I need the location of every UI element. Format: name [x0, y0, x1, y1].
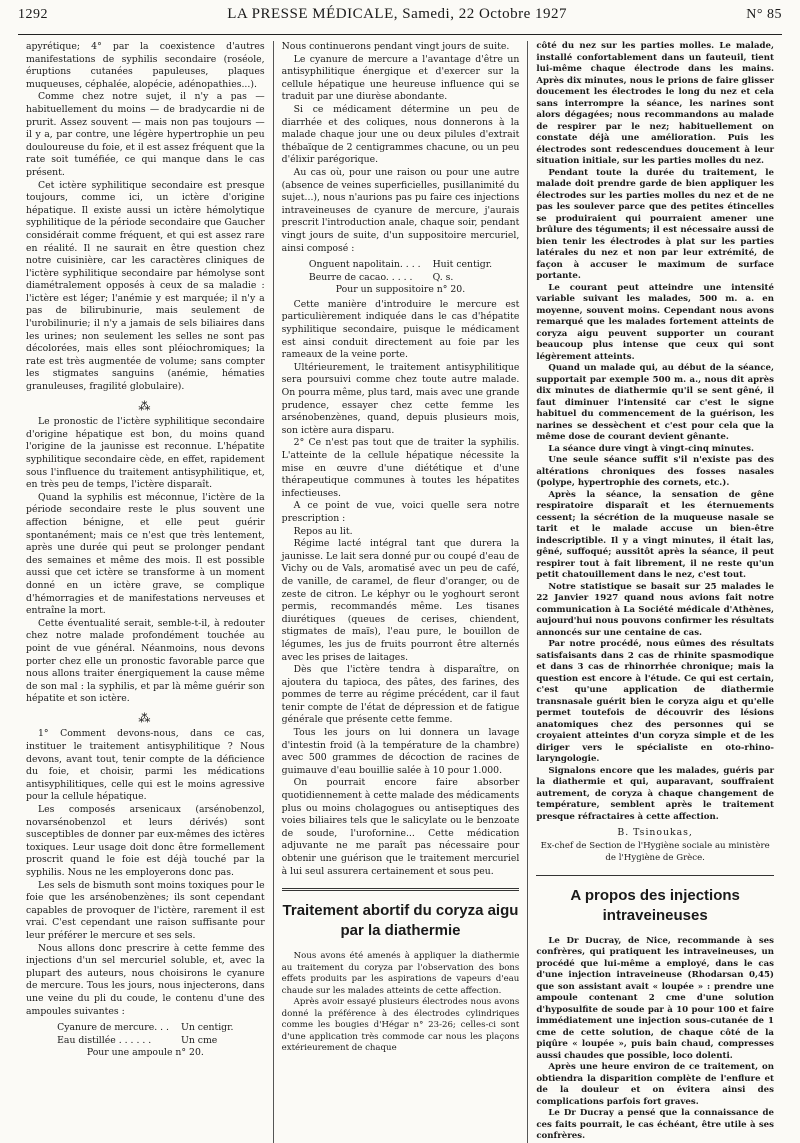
recipe-total: Pour un suppositoire n° 20.	[335, 284, 466, 296]
paragraph: Le courant peut atteindre une intensité variable suivant les malades, 500 m. a. en moyenne, souvent moins. Cependant nous avons remarqué que les malades fortement atteints de coryza aigu peuvent supporter un courant beaucoup plus intense que ceux qui sont légèrement atteints.	[536, 282, 774, 362]
recipe-ingredient: Cyanure de mercure. . .	[57, 1022, 169, 1034]
paragraph: Après avoir essayé plusieurs électrodes nous avons donné la préférence à des électrodes cylindriques comme les bougies d'Hégar n° 23-26; celles-ci sont d'une application très commode car nous les plaçons extérieurement de chaque	[281, 997, 520, 1054]
section-separator: ⁂	[138, 710, 153, 725]
paragraph: Le Dr Ducray, de Nice, recommande à ses confrères, qui pratiquent les intraveineuses, un procédé que lui-même a employé, dans le cas d'une injection intraveineuse (Rhodarsan 0,45) que son assistant avait « loupée » : prendre une ampoule contenant 2 cme d'une solution d'hyposulfite de soude par à 10 pour 100 et faire immédiatement une injection sous-cutanée de 1 cme de cette solution, de chaque côté de la piqûre « loupée », puis bain chaud, compresses aussi chaudes que possible, loco dolenti.	[536, 935, 774, 1061]
paragraph: Pendant toute la durée du traitement, le malade doit prendre garde de bien appliquer les électrodes sur les parties molles du nez et de ne pas les soulever parce que des petites étincelles se produiraient qui pourraient amener une brûlure des téguments; il est nécessaire aussi de bien tenir les électrodes à plat sur les parties latérales du nez et non par leur extrémité, de façon à accuser le maximum de surface portante.	[536, 167, 774, 281]
paragraph: Une seule séance suffit s'il n'existe pas des altérations chroniques des fosses nasales (polype, hypertrophie des cornets, etc.).	[536, 455, 774, 488]
paragraph: Signalons encore que les malades, guéris par la diathermie et qui, auparavant, souffraient autrement, de coryza à chaque changement de température, semblent après le traitement presque réfractaires à cette affection.	[536, 765, 774, 822]
paragraph: Ultérieurement, le traitement antisyphilitique sera poursuivi comme chez toute autre malade. On pourra même, plus tard, mais avec une grande prudence, essayer chez cette femme les arsénobenzènes, quand, depuis plusieurs mois, son ictère aura disparu.	[281, 361, 520, 436]
recipe-dose: Un cme	[181, 1034, 218, 1046]
paragraph: Repos au lit.	[293, 525, 353, 537]
publication-title: LA PRESSE MÉDICALE, Samedi, 22 Octobre 1927	[227, 6, 568, 22]
paragraph: apyrétique; 4° par la coexistence d'autres manifestations de syphilis secondaire (roséole, éruptions cutanées papuleuses, plaques muqueuses, céphalée, alopécie, adénopathies...).	[26, 41, 265, 90]
paragraph: Régime lacté intégral tant que durera la jaunisse. Le lait sera donné pur ou coupé d'eau de Vichy ou de Vals, aromatisé avec un peu de café, de vanille, de caramel, de fleur d'oranger, ou de zeste de citron. Le képhyr ou le yoghourt seront permis, recommandés même. Les tisanes diurétiques (queues de cerises, chiendent, stigmates de maïs), l'eau pure, le bouillon de légumes, les jus de fruits pourront être alternés avec les prises de laitages.	[281, 538, 520, 663]
page-header	[18, 6, 782, 35]
paragraph: La séance dure vingt à vingt-cinq minutes.	[548, 443, 754, 454]
paragraph: Après la séance, la sensation de gêne respiratoire disparaît et les éternuements cessent; la sécrétion de la muqueuse nasale se tarit et le malade accuse un bien-être indescriptible. Il y a vingt minutes, il était las, gêné, suffoqué; aussitôt après la séance, il peut respirer tout à fait librement, il ne reste qu'un petit chatouillement dans le nez, c'est tout.	[536, 489, 774, 580]
newspaper-page	[0, 6, 800, 1142]
recipe-ingredient: Beurre de cacao. . . . .	[308, 271, 413, 283]
column-3	[527, 41, 782, 1143]
recipe-ingredient: Onguent napolitain. . . .	[308, 259, 421, 271]
prescription-ampoule	[26, 1022, 265, 1060]
article-title-coryza: Traitement abortif du coryza aigu par la diathermie	[282, 888, 520, 941]
column-2	[273, 41, 528, 1143]
author-role: Ex-chef de Section de l'Hygiène sociale au ministère de l'Hygiène de Grèce.	[540, 840, 770, 864]
paragraph: Par notre procédé, nous eûmes des résultats satisfaisants dans 2 cas de rhinite spasmodique et dans 3 cas de rhinorrhée chronique; mais la question est encore à l'étude. Ce qui est certain, c'est qu'une application de diathermie transnasale guérit bien le coryza aigu et qu'elle permet toutefois de découvrir des lésions anatomiques chez des personnes qui se croyaient atteintes d'un coryza simple et de les diriger vers le spécialiste en oto-rhino-laryngologie.	[536, 639, 774, 764]
paragraph: A ce point de vue, voici quelle sera notre prescription :	[281, 500, 520, 524]
paragraph: Nous allons donc prescrire à cette femme des injections d'un sel mercuriel soluble, et, avec la plupart des auteurs, nous choisirons le cyanure de mercure. Tous les jours, nous injecterons, dans une veine du pli du coude, le contenu d'une des ampoules suivantes :	[26, 942, 265, 1017]
paragraph: Le cyanure de mercure a l'avantage d'être un antisyphilitique énergique et d'exercer sur la cellule hépatique une heureuse influence qui se traduit par une diurèse abondante.	[281, 53, 520, 103]
paragraph: Les sels de bismuth sont moins toxiques pour le foie que les arsénobenzènes; ils sont cependant capables de provoquer de l'ictère, rarement il est vrai. C'est cependant une raison suffisante pour leur préférer le mercure et ses sels.	[26, 879, 265, 941]
paragraph: 1° Comment devons-nous, dans ce cas, instituer le traitement antisyphilitique ? Nous devons, avant tout, tenir compte de la déficience du foie, et choisir, parmi les médications antisyphilitiques, celle qui est le moins agressive pour la cellule hépatique.	[26, 728, 265, 803]
paragraph: Cet ictère syphilitique secondaire est presque toujours, comme ici, un ictère d'origine hépatique. Il existe aussi un ictère hémolytique syphilitique de la période secondaire que Gaucher considérait comme fréquent, et qui est assez rare en réalité. Il ne saurait en être question chez notre cuisinière, car les caractères cliniques de l'ictère syphilitique secondaire par hémolyse sont diamétralement opposés à ceux de sa maladie : l'ictère est léger; l'anémie y est marquée; il n'y a pas de bilirubinurie, mais seulement de l'urobilinurie; il n'y a jamais de sels biliaires dans les urines; non seulement les selles ne sont pas décolorées, mais elles sont pléiochromiques; la rate est très augmentée de volume; sans compter les stigmates sanguins (anémie, hématies granuleuses, fragilité globulaire).	[26, 179, 265, 393]
section-separator: ⁂	[138, 398, 153, 413]
article-title-injections: A propos des injections intraveineuses	[536, 875, 774, 926]
recipe-dose: Q. s.	[432, 271, 454, 283]
recipe-dose: Huit centigr.	[432, 259, 493, 271]
prescription-suppository	[282, 259, 520, 297]
paragraph: Quand un malade qui, au début de la séance, supportait par exemple 500 m. a., nous dit après dix minutes de diathermie qu'il se sent gêné, il faut diminuer l'intensité car c'est le signe habituel du commencement de la guérison, les narines se dessèchent et c'est pour cela que la même dose de courant devient gênante.	[536, 363, 774, 442]
paragraph: Quand la syphilis est méconnue, l'ictère de la période secondaire reste le plus souvent une affection bénigne, et elle peut guérir spontanément; mais ce n'est que très lentement, après une durée qui peut se prolonger pendant des semaines et même des mois. Il est possible aussi que cet ictère se transforme à un moment donné en un ictère grave, se complique d'hémorragies et de manifestations nerveuses et entraîne la mort.	[26, 491, 265, 617]
text-columns	[18, 41, 782, 1142]
paragraph: Le Dr Ducray a pensé que la connaissance de ces faits pourrait, le cas échéant, être utile à ses confrères.	[536, 1108, 774, 1142]
recipe-ingredient: Eau distillée . . . . . .	[57, 1034, 152, 1046]
paragraph: Nous avons été amenés à appliquer la diathermie au traitement du coryza par l'observation des bons effets produits par les aspirations de vapeurs d'eau chaude sur les malades atteints de cette affection.	[281, 951, 520, 996]
paragraph: Nous continuerons pendant vingt jours de suite.	[281, 41, 510, 52]
column-1	[18, 41, 273, 1143]
paragraph: Le pronostic de l'ictère syphilitique secondaire d'origine hépatique est bon, du moins quand l'origine de la jaunisse est reconnue. L'hépatite syphilitique secondaire cède, en effet, rapidement sous l'influence du traitement antisyphilitique, et, en très peu de temps, l'ictère disparaît.	[26, 416, 265, 491]
paragraph: Si ce médicament détermine un peu de diarrhée et des coliques, nous donnerons à la malade chaque jour une ou deux pilules d'extrait thébaïque de 2 centigrammes chacune, ou un peu d'élixir parégorique.	[281, 103, 520, 166]
paragraph: Cette manière d'introduire le mercure est particulièrement indiquée dans le cas d'hépatite syphilitique secondaire, puisque le médicament est ainsi conduit directement au foie par les rameaux de la veine porte.	[281, 298, 520, 361]
issue-number: N° 85	[746, 7, 782, 22]
paragraph: Tous les jours on lui donnera un lavage d'intestin froid (à la température de la chambre) avec 500 grammes de décoction de racines de guimauve d'eau bouillie salée à 10 pour 1.000.	[281, 727, 520, 776]
paragraph: Comme chez notre sujet, il n'y a pas — habituellement du moins — de bradycardie ni de prurit. Assez souvent — mais non pas toujours — il y a, par contre, une légère hypertrophie un peu douloureuse du foie, et il est assez fréquent que la rate soit tuméfiée, ce qui manque dans le cas présent.	[26, 91, 265, 178]
paragraph: Au cas où, pour une raison ou pour une autre (absence de veines superficielles, pusillanimité du sujet...), nous n'aurions pas pu faire ces injections intraveineuses de cyanure de mercure, j'aurais prescrit l'introduction anale, chaque soir, pendant vingt jours de suite, d'un suppositoire mercuriel, ainsi composé :	[281, 166, 520, 254]
author-name: B. Tsinoukas,	[617, 827, 693, 838]
paragraph: côté du nez sur les parties molles. Le malade, installé confortablement dans un fauteuil, tient lui-même chaque électrode dans les mains. Après dix minutes, nous le prions de faire glisser doucement les électrodes le long du nez et cela sans interrompre la séance, les narines sont alors dégagées; nous recommandons au malade de respirer par le nez; habituellement on constate déjà une amélioration. Puis les électrodes sont redescendues doucement à leur situation initiale, sur les parties molles du nez.	[536, 41, 774, 166]
paragraph: Cette éventualité serait, semble-t-il, à redouter chez notre malade profondément touchée au point de vue général. Néanmoins, nous devons porter chez elle un pronostic favorable parce que nous allons traiter énergiquement la cause même de son mal : la syphilis, et par là même guérir son hépatite et son ictère.	[26, 617, 265, 705]
page-number: 1292	[18, 7, 48, 22]
author-signature	[536, 827, 774, 865]
paragraph: Notre statistique se basait sur 25 malades le 22 Janvier 1927 quand nous avions fait notre communication à La Société médicale d'Athènes, aujourd'hui nous pouvons confirmer les résultats annoncés sur une centaine de cas.	[536, 581, 774, 638]
paragraph: 2° Ce n'est pas tout que de traiter la syphilis. L'atteinte de la cellule hépatique nécessite la mise en œuvre d'une diététique et d'une thérapeutique communes à toutes les hépatites infectieuses.	[281, 437, 520, 499]
paragraph: Dès que l'ictère tendra à disparaître, on ajoutera du tapioca, des pâtes, des farines, des pommes de terre au régime précédent, car il faut tenir compte de l'état de dépression et de fatigue générale que présente cette femme.	[281, 664, 520, 726]
paragraph: Après une heure environ de ce traitement, on obtiendra la disparition complète de l'enflure et de la douleur et on évitera ainsi des complications parfois fort graves.	[536, 1062, 774, 1107]
paragraph: On pourrait encore faire absorber quotidiennement à cette malade des médicaments plus ou moins cholagogues ou antiseptiques des voies biliaires tels que le salicylate ou le benzoate de soude, l'urofornine... Cette médication adjuvante ne me paraît pas nécessaire pour obtenir une guérison que le traitement mercuriel à lui seul assurera certainement et sous peu.	[281, 777, 520, 877]
recipe-total: Pour une ampoule n° 20.	[86, 1047, 204, 1059]
paragraph: Les composés arsenicaux (arsénobenzol, novarsénobenzol et leurs dérivés) sont susceptibles de donner par eux-mêmes des ictères toxiques. Leur usage doit donc être formellement proscrit quand le foie est déjà touché par la syphilis. Nous ne les employerons donc pas.	[26, 804, 265, 878]
recipe-dose: Un centigr.	[181, 1022, 234, 1034]
